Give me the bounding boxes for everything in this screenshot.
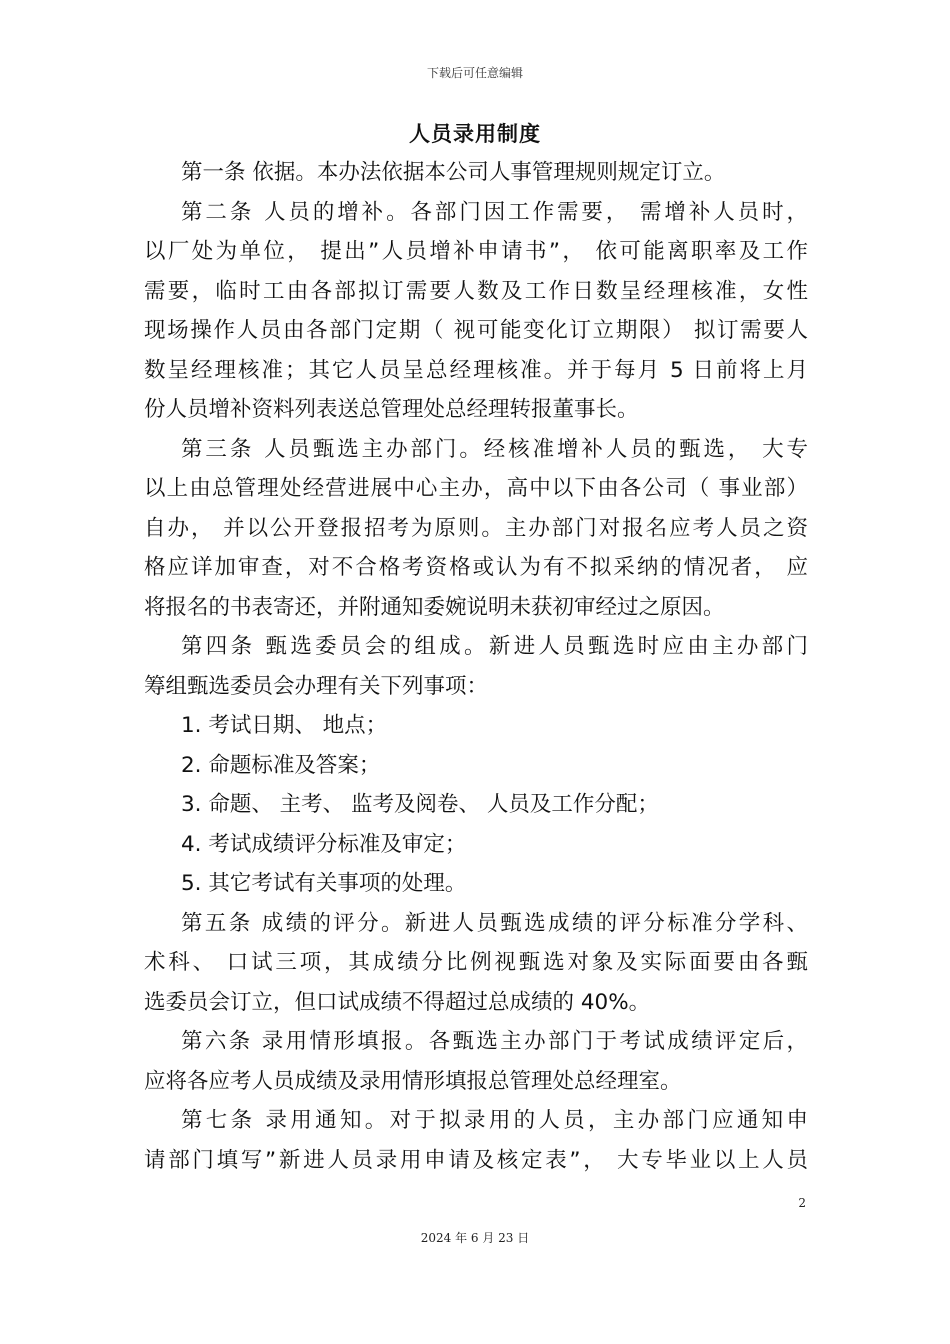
- paragraph-line: 数呈经理核准；其它人员呈总经理核准。并于每月 5 日前将上月: [144, 357, 808, 383]
- list-item: 2. 命题标准及答案；: [181, 752, 381, 778]
- paragraph-line: 第七条 录用通知。对于拟录用的人员，主办部门应通知申: [181, 1108, 808, 1133]
- list-item: 3. 命题、 主考、 监考及阅卷、 人员及工作分配；: [181, 792, 659, 817]
- list-item: 1. 考试日期、 地点；: [181, 713, 388, 738]
- paragraph-line: 第一条 依据。本办法依据本公司人事管理规则规定订立。: [181, 160, 726, 185]
- paragraph-line: 需要，临时工由各部拟订需要人数及工作日数呈经理核准，女性: [144, 278, 808, 304]
- paragraph-line: 术科、 口试三项，其成绩分比例视甄选对象及实际面要由各甄: [144, 950, 808, 975]
- paragraph-line: 份人员增补资料列表送总管理处总经理转报董事长。: [144, 397, 639, 422]
- list-item: 5. 其它考试有关事项的处理。: [181, 871, 467, 896]
- paragraph-line: 格应详加审查，对不合格考资格或认为有不拟采纳的情况者， 应: [144, 555, 808, 580]
- paragraph-line: 第三条 人员甄选主办部门。经核准增补人员的甄选， 大专: [181, 436, 808, 462]
- paragraph-line: 自办， 并以公开登报招考为原则。主办部门对报名应考人员之资: [144, 515, 808, 541]
- paragraph-line: 第五条 成绩的评分。新进人员甄选成绩的评分标准分学科、: [181, 910, 808, 936]
- paragraph-line: 第六条 录用情形填报。各甄选主办部门于考试成绩评定后，: [181, 1029, 808, 1054]
- document-title: 人员录用制度: [409, 122, 541, 146]
- paragraph-line: 选委员会订立，但口试成绩不得超过总成绩的 40%。: [144, 989, 651, 1015]
- paragraph-line: 第二条 人员的增补。各部门因工作需要， 需增补人员时，: [181, 199, 808, 225]
- paragraph-line: 第四条 甄选委员会的组成。新进人员甄选时应由主办部门: [181, 634, 808, 659]
- page-header: 下载后可任意编辑: [426, 66, 523, 80]
- footer-date: 2024 年 6 月 23 日: [420, 1231, 530, 1245]
- page-number: 2: [798, 1196, 806, 1210]
- paragraph-line: 请部门填写”新进人员录用申请及核定表”， 大专毕业以上人员: [144, 1147, 808, 1173]
- paragraph-line: 筹组甄选委员会办理有关下列事项：: [144, 673, 489, 699]
- paragraph-line: 应将各应考人员成绩及录用情形填报总管理处总经理室。: [144, 1068, 682, 1094]
- paragraph-line: 以厂处为单位， 提出”人员增补申请书”， 依可能离职率及工作: [144, 239, 808, 264]
- paragraph-line: 现场操作人员由各部门定期（ 视可能变化订立期限） 拟订需要人: [144, 318, 808, 343]
- paragraph-line: 以上由总管理处经营进展中心主办，高中以下由各公司（ 事业部）: [144, 476, 808, 501]
- list-item: 4. 考试成绩评分标准及审定；: [181, 831, 467, 857]
- paragraph-line: 将报名的书表寄还，并附通知委婉说明未获初审经过之原因。: [144, 594, 725, 620]
- document-body: [144, 153, 808, 1180]
